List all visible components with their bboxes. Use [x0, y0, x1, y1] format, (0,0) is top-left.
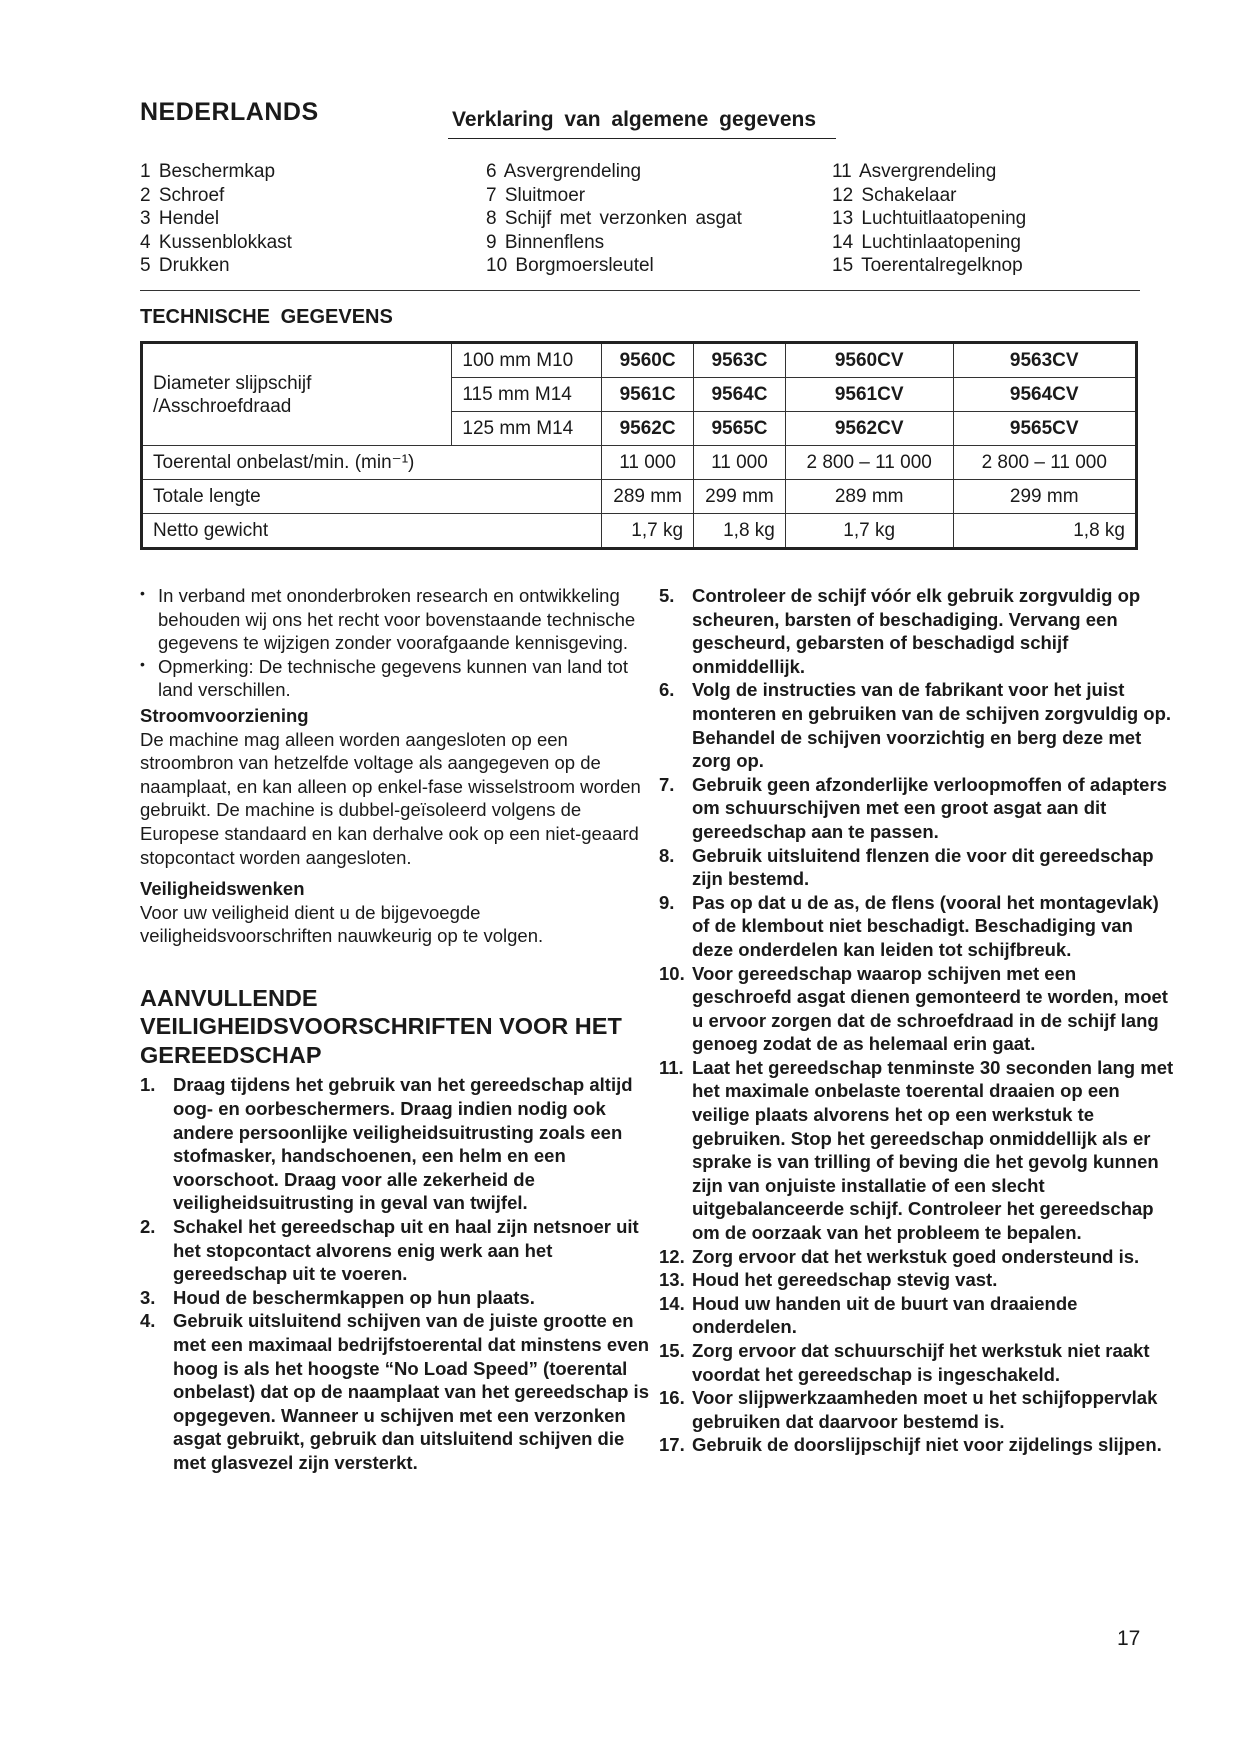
- subtitle-underline: [448, 138, 836, 139]
- part-item: 13 Luchtuitlaatopening: [832, 208, 1027, 229]
- item-number: 1.: [140, 1074, 156, 1096]
- model-cell: 9560C: [602, 343, 694, 378]
- item-text: Zorg ervoor dat schuurschijf het werkstuk niet raakt voordat het gereedschap is ingeschakeld.: [692, 1340, 1150, 1385]
- item-number: 17.: [659, 1434, 685, 1456]
- item-text: Draag tijdens het gebruik van het gereedschap altijd oog- en oorbeschermers. Draag indien nodig ook andere persoonlijke veiligheidsuitrusting zoals een stofmasker, handschoenen, een helm en een voorschoot. Draag voor alle zekerheid de veiligheidsuitrusting in geval van twijfel.: [173, 1074, 633, 1214]
- list-item: [659, 1433, 1179, 1457]
- model-cell: 9562C: [602, 412, 694, 446]
- item-number: 6.: [659, 679, 675, 701]
- item-number: 8.: [659, 844, 675, 866]
- part-item: 9 Binnenflens: [486, 231, 605, 253]
- spec-note: • Opmerking: De technische gegevens kunnen van land tot land verschillen.: [140, 655, 655, 702]
- part-item: 14 Luchtinlaatopening: [832, 231, 1021, 253]
- item-text: Zorg ervoor dat het werkstuk goed ondersteund is.: [692, 1245, 1140, 1267]
- parts-list-col1: [140, 160, 292, 278]
- list-item: [659, 891, 1179, 962]
- spec-note: • In verband met ononderbroken research en ontwikkeling behouden wij ons het recht voor bovenstaande technische gegevens te wijzigen zonder voorafgaande kennisgeving.: [140, 584, 655, 655]
- item-text: Gebruik uitsluitend flenzen die voor dit gereedschap zijn bestemd.: [692, 844, 1154, 890]
- weight-value: 1,8 kg: [694, 514, 786, 549]
- part-item: 10 Borgmoersleutel: [486, 255, 654, 276]
- model-cell: 9564C: [694, 378, 786, 412]
- weight-value: 1,8 kg: [953, 514, 1137, 549]
- size-cell: 115 mm M14: [452, 378, 602, 412]
- item-number: 13.: [659, 1269, 685, 1291]
- table-row: [142, 514, 1137, 549]
- part-item: 1 Beschermkap: [140, 161, 276, 182]
- list-item: [659, 1245, 1179, 1269]
- list-item: [659, 584, 1179, 678]
- power-heading: Stroomvoorziening: [140, 704, 309, 726]
- length-value: 299 mm: [694, 480, 786, 514]
- speed-value: 11 000: [694, 446, 786, 480]
- item-text: Voor slijpwerkzaamheden moet u het schijfoppervlak gebruiken dat daarvoor bestemd is.: [692, 1387, 1158, 1432]
- section-divider: [140, 290, 1140, 291]
- list-item: [140, 1215, 655, 1286]
- item-number: 9.: [659, 891, 675, 913]
- part-item: 7 Sluitmoer: [486, 184, 586, 206]
- item-number: 2.: [140, 1215, 156, 1237]
- model-cell: 9564CV: [953, 378, 1137, 412]
- item-text: Controleer de schijf vóór elk gebruik zorgvuldig op scheuren, barsten of beschadiging. Vervang een gescheurd, gebarsten of beschadigd schijf onmiddellijk.: [692, 585, 1141, 677]
- part-item: 15 Toerentalregelknop: [832, 255, 1023, 276]
- item-text: Gebruik geen afzonderlijke verloopmoffen of adapters om schuurschijven met een groot asgat aan dit gereedschap aan te passen.: [692, 773, 1167, 842]
- list-item: [659, 1292, 1179, 1339]
- item-text: Volg de instructies van de fabrikant voor het juist monteren en gebruiken van de schijven zorgvuldig op. Behandel de schijven voorzichtig en berg deze met zorg op.: [692, 679, 1172, 772]
- length-value: 299 mm: [953, 480, 1137, 514]
- model-cell: 9563C: [694, 343, 786, 378]
- model-cell: 9561C: [602, 378, 694, 412]
- item-text: Gebruik de doorslijpschijf niet voor zijdelings slijpen.: [692, 1434, 1162, 1456]
- length-label: Totale lengte: [142, 480, 602, 514]
- item-number: 10.: [659, 962, 685, 984]
- safety-heading: Veiligheidswenken: [140, 878, 305, 900]
- part-item: 11 Asvergrendeling: [832, 161, 997, 182]
- left-column: [140, 584, 655, 1475]
- item-number: 12.: [659, 1245, 685, 1267]
- item-text: Pas op dat u de as, de flens (vooral het montagevlak) of de klembout niet beschadigt. Beschadiging van deze onderdelen kan leiden tot schijfbreuk.: [692, 891, 1159, 960]
- part-item: 5 Drukken: [140, 255, 230, 276]
- part-item: 4 Kussenblokkast: [140, 231, 292, 253]
- item-number: 4.: [140, 1310, 156, 1332]
- part-item: 3 Hendel: [140, 208, 220, 229]
- list-item: [659, 1268, 1179, 1292]
- list-item: [659, 773, 1179, 844]
- item-text: Houd de beschermkappen op hun plaats.: [173, 1286, 535, 1308]
- model-cell: 9560CV: [785, 343, 953, 378]
- size-cell: 125 mm M14: [452, 412, 602, 446]
- list-item: [659, 1056, 1179, 1245]
- part-item: 6 Asvergrendeling: [486, 161, 642, 182]
- weight-label: Netto gewicht: [142, 514, 602, 549]
- item-text: Houd het gereedschap stevig vast.: [692, 1269, 998, 1291]
- table-row: [142, 480, 1137, 514]
- item-text: Laat het gereedschap tenminste 30 seconden lang met het maximale onbelaste toerental draaien op een veilige plaats alvorens het op een werkstuk te gebruiken. Stop het gereedschap onmiddellijk als er sprake is van trilling of beving die het gevolg kunnen zijn van onjuiste installatie of een slecht uitgebalanceerde schijf. Controleer het gereedschap om de oorzaak van het probleem te bepalen.: [692, 1056, 1174, 1244]
- length-value: 289 mm: [785, 480, 953, 514]
- right-column: [659, 584, 1179, 1457]
- part-item: 2 Schroef: [140, 184, 225, 206]
- model-cell: 9561CV: [785, 378, 953, 412]
- item-number: 3.: [140, 1286, 156, 1308]
- item-number: 7.: [659, 773, 675, 795]
- item-number: 15.: [659, 1340, 685, 1361]
- list-item: [659, 844, 1179, 891]
- list-item: [659, 678, 1179, 772]
- specs-heading: TECHNISCHE GEGEVENS: [140, 306, 393, 328]
- size-cell: 100 mm M10: [452, 343, 602, 378]
- item-number: 11.: [659, 1056, 684, 1078]
- item-number: 16.: [659, 1387, 685, 1409]
- item-text: Schakel het gereedschap uit en haal zijn netsnoer uit het stopcontact alvorens enig werk aan het gereedschap uit te voeren.: [173, 1215, 639, 1285]
- parts-list-col2: [486, 160, 742, 278]
- list-item: [659, 962, 1179, 1056]
- rules-list-left: [140, 1073, 655, 1474]
- list-item: [659, 1386, 1179, 1433]
- table-row: [142, 343, 1137, 378]
- weight-value: 1,7 kg: [602, 514, 694, 549]
- model-cell: 9565C: [694, 412, 786, 446]
- item-number: 5.: [659, 585, 675, 606]
- part-item: 12 Schakelaar: [832, 184, 957, 206]
- section-subtitle: Verklaring van algemene gegevens: [452, 108, 817, 131]
- diameter-label: Diameter slijpschijf /Asschroefdraad: [142, 343, 452, 446]
- rules-heading: AANVULLENDE VEILIGHEIDSVOORSCHRIFTEN VOOR HET GEREEDSCHAP: [140, 984, 622, 1068]
- language-heading: NEDERLANDS: [140, 98, 319, 126]
- part-item: 8 Schijf met verzonken asgat: [486, 208, 742, 229]
- item-text: Houd uw handen uit de buurt van draaiende onderdelen.: [692, 1292, 1078, 1338]
- item-text: Gebruik uitsluitend schijven van de juiste grootte en met een maximaal bedrijfstoerental dat minstens even hoog is als het hoogste “No Load Speed” (toerental onbelast) dat op de naamplaat van het gereedschap is opgegeven. Wanneer u schijven met een verzonken asgat gebruikt, gebruik dan uitsluitend schijven die met glasvezel zijn versterkt.: [173, 1310, 650, 1473]
- page-number: 17: [1117, 1627, 1141, 1650]
- model-cell: 9562CV: [785, 412, 953, 446]
- specs-table: [140, 341, 1138, 550]
- parts-list-col3: [832, 160, 1026, 278]
- rules-list-right: [659, 584, 1179, 1457]
- item-text: Voor gereedschap waarop schijven met een geschroefd asgat dienen gemonteerd te worden, moet u ervoor zorgen dat de schroefdraad in de schijf lang genoeg zodat de as helemaal erin gaat.: [692, 962, 1168, 1055]
- speed-value: 11 000: [602, 446, 694, 480]
- power-text: De machine mag alleen worden aangesloten op een stroombron van hetzelfde voltage als aangegeven op de naamplaat, en kan alleen op enkel-fase wisselstroom worden gebruikt. De machine is dubbel-geïsoleerd volgens de Europese standaard en kan derhalve ook op een niet-geaard stopcontact worden aangesloten.: [140, 728, 641, 868]
- list-item: [140, 1286, 655, 1310]
- speed-value: 2 800 – 11 000: [785, 446, 953, 480]
- item-number: 14.: [659, 1292, 685, 1314]
- model-cell: 9565CV: [953, 412, 1137, 446]
- list-item: [140, 1309, 655, 1474]
- speed-label: Toerental onbelast/min. (min⁻¹): [142, 446, 602, 480]
- speed-value: 2 800 – 11 000: [953, 446, 1137, 480]
- list-item: [140, 1073, 655, 1215]
- list-item: [659, 1339, 1179, 1386]
- length-value: 289 mm: [602, 480, 694, 514]
- weight-value: 1,7 kg: [785, 514, 953, 549]
- safety-text: Voor uw veiligheid dient u de bijgevoegde veiligheidsvoorschriften nauwkeurig op te volgen.: [140, 901, 544, 947]
- model-cell: 9563CV: [953, 343, 1137, 378]
- table-row: [142, 446, 1137, 480]
